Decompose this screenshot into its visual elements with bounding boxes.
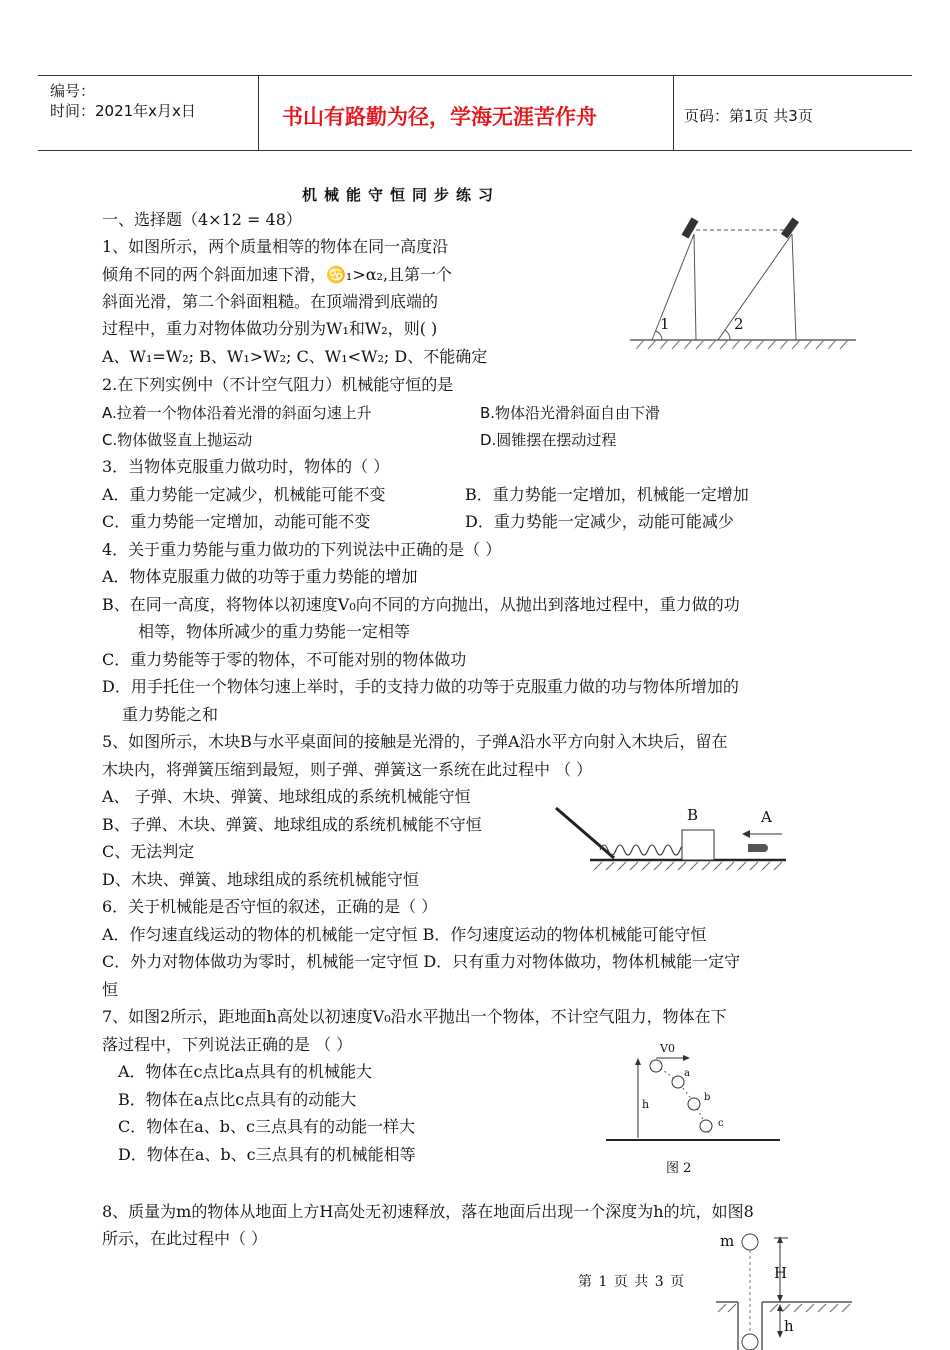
q7-fig-label-h: h [642, 1098, 650, 1111]
q3-option-d: D．重力势能一定减少，动能可能减少 [465, 512, 734, 531]
q7-fig-label-a: a [684, 1068, 690, 1079]
q5-option-c: C、无法判定 [102, 842, 195, 861]
q8-fig-label-m: m [720, 1232, 735, 1250]
page-title: 机械能守恒同步练习 [302, 186, 501, 204]
header-divider-left [258, 75, 259, 150]
q7-line-1: 7、如图2所示，距地面h高处以初速度V₀沿水平抛出一个物体，不计空气阻力，物体在下 [102, 1007, 727, 1026]
q4-option-c: C．重力势能等于零的物体，不可能对别的物体做功 [102, 650, 467, 669]
q5-line-1: 5、如图所示，木块B与水平桌面间的接触是光滑的，子弹A沿水平方向射入木块后，留在 [102, 732, 728, 751]
q4-option-a: A．物体克服重力做的功等于重力势能的增加 [102, 567, 418, 586]
q7-option-b: B．物体在a点比c点具有的动能大 [118, 1090, 357, 1109]
q5-option-d: D、木块、弹簧、地球组成的系统机械能守恒 [102, 870, 419, 889]
q8-line-2: 所示，在此过程中（ ） [102, 1229, 268, 1248]
q7-option-d: D．物体在a、b、c三点具有的机械能相等 [118, 1145, 416, 1164]
header-motto: 书山有路勤为径，学海无涯苦作舟 [282, 105, 597, 129]
header-top-rule [38, 75, 912, 76]
q1-options: A、W₁=W₂; B、W₁>W₂; C、W₁<W₂; D、不能确定 [102, 347, 488, 366]
q1-fig-label-2: 2 [734, 315, 744, 333]
section-heading: 一、选择题（4×12 = 48） [102, 210, 302, 229]
q3-stem: 3．当物体克服重力做功时，物体的（ ） [102, 457, 390, 476]
page-footer: 第 1 页 共 3 页 [578, 1274, 686, 1290]
q1-inclines-figure [622, 212, 862, 357]
q8-line-1: 8、质量为m的物体从地面上方H高处无初速释放，落在地面后出现一个深度为h的坑，如图8 [102, 1202, 754, 1221]
q8-fig-label-H: H [774, 1264, 788, 1282]
q6-stem: 6．关于机械能是否守恒的叙述，正确的是（ ） [102, 897, 438, 916]
q2-option-b: B.物体沿光滑斜面自由下滑 [480, 404, 661, 422]
q5-line-2: 木块内，将弹簧压缩到最短，则子弹、弹簧这一系统在此过程中 （ ） [102, 760, 593, 779]
q5-fig-label-a: A [761, 808, 772, 826]
q8-fig-label-h: h [784, 1317, 794, 1335]
q7-line-2: 落过程中，下列说法正确的是 （ ） [102, 1035, 353, 1054]
q7-fig-caption: 图 2 [666, 1161, 692, 1176]
q6-options-cd-cont: 恒 [102, 980, 119, 999]
q4-option-d-line-1: D．用手托住一个物体匀速上举时，手的支持力做的功等于克服重力做的功与物体所增加的 [102, 677, 739, 696]
q3-option-c: C．重力势能一定增加，动能可能不变 [102, 512, 371, 531]
q2-option-d: D.圆锥摆在摆动过程 [480, 431, 617, 449]
q8-pit-figure [712, 1226, 862, 1350]
q1-line-4: 过程中，重力对物体做功分别为W₁和W₂，则( ) [102, 319, 438, 338]
q1-fig-label-1: 1 [660, 315, 670, 333]
q5-option-a: A、 子弹、木块、弹簧、地球组成的系统机械能守恒 [102, 787, 471, 806]
q2-option-c: C.物体做竖直上抛运动 [102, 431, 253, 449]
q6-options-cd: C．外力对物体做功为零时，机械能一定守恒 D．只有重力对物体做功，物体机械能一定守 [102, 952, 741, 971]
header-code-label: 编号： [50, 82, 96, 100]
q3-option-a: A．重力势能一定减少，机械能可能不变 [102, 485, 386, 504]
q3-option-b: B．重力势能一定增加，机械能一定增加 [465, 485, 749, 504]
q2-option-a: A.拉着一个物体沿着光滑的斜面匀速上升 [102, 404, 372, 422]
q1-line-2: 倾角不同的两个斜面加速下滑，♋₁>α₂,且第一个 [102, 265, 453, 284]
header-page-label: 页码：第1页 共3页 [684, 107, 813, 125]
header-bottom-rule [38, 150, 912, 151]
q5-spring-block-figure [550, 798, 790, 888]
q6-options-ab: A．作匀速直线运动的物体的机械能一定守恒 B．作匀速度运动的物体机械能可能守恒 [102, 925, 707, 944]
q4-option-d-line-2: 重力势能之和 [122, 705, 219, 724]
q7-fig-label-c: c [718, 1118, 724, 1129]
q1-line-1: 1、如图所示，两个质量相等的物体在同一高度沿 [102, 237, 449, 256]
q2-stem: 2.在下列实例中（不计空气阻力）机械能守恒的是 [102, 375, 454, 394]
q4-stem: 4．关于重力势能与重力做功的下列说法中正确的是（ ） [102, 540, 502, 559]
q7-option-c: C．物体在a、b、c三点具有的动能一样大 [118, 1117, 415, 1136]
q5-option-b: B、子弹、木块、弹簧、地球组成的系统机械能不守恒 [102, 815, 482, 834]
q7-projectile-figure [600, 1036, 790, 1181]
q7-fig-label-b: b [704, 1092, 711, 1103]
q4-option-b-line-1: B、在同一高度，将物体以初速度V₀向不同的方向抛出，从抛出到落地过程中，重力做的功 [102, 595, 740, 614]
q1-line-3: 斜面光滑，第二个斜面粗糙。在顶端滑到底端的 [102, 292, 439, 311]
q7-fig-label-v0: V0 [660, 1042, 675, 1055]
q4-option-b-line-2: 相等，物体所减少的重力势能一定相等 [138, 622, 411, 641]
q7-option-a: A．物体在c点比a点具有的机械能大 [118, 1062, 373, 1081]
header-divider-right [673, 75, 674, 150]
q5-fig-label-b: B [687, 806, 699, 824]
header-time-label: 时间：2021年x月x日 [50, 102, 196, 120]
